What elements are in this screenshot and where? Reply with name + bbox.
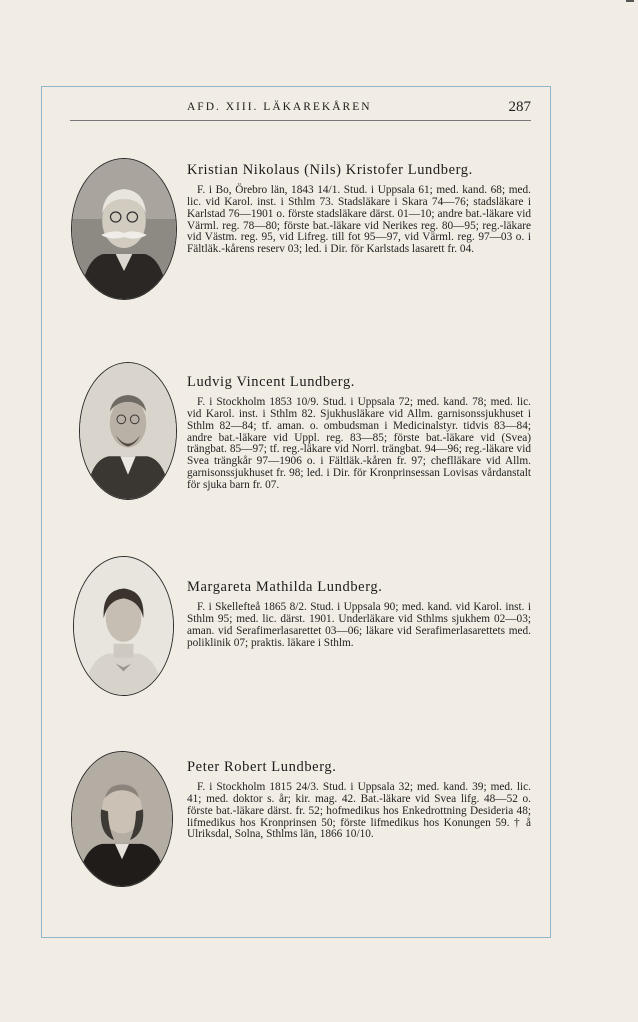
portrait-nils-lundberg bbox=[71, 158, 177, 300]
entry-bio: F. i Stockholm 1815 24/3. Stud. i Uppsala 32; med. kand. 39; med. lic. 41; med. doktor s. år; kir. mag. 42. Bat.-läkare vid Svea lifg. 48—52 o. förste bat.-läkare därst. fr. 52; hofmedikus hos Enkedrottning Desideria 48; lifmedikus hos Kronprinsen 50; förste lifmedikus hos Konungen 59. † å Ulriksdal, Solna, Sthlms län, 1866 10/10. bbox=[187, 781, 531, 841]
portrait-ludvig-lundberg bbox=[79, 362, 177, 500]
entry-name: Margareta Mathilda Lundberg. bbox=[187, 579, 383, 595]
entry-bio: F. i Bo, Örebro län, 1843 14/1. Stud. i Uppsala 61; med. kand. 68; med. lic. vid Karol. inst. i Sthlm 73. Stadsläkare i Skara 74—76; stadsläkare i Karlstad 76—1901 o. förste stadsläkare därst. 01—10; andre bat.-läkare vid Värml. reg. 78—80; förste bat.-läkare vid Nerikes reg. 80—95; reg.-läkare vid Västm. reg. 95, vid Lifreg. till fot 95—97, vid Värml. reg. 97—03 o. i Fältläk.-kårens reserv 03; led. i Dir. för Karlstads lasarett fr. 04. bbox=[187, 184, 531, 256]
entry-peter-lundberg bbox=[187, 759, 531, 841]
entry-bio: F. i Skellefteå 1865 8/2. Stud. i Uppsala 90; med. kand. vid Karol. inst. i Sthlm 95; med. lic. därst. 1901. Underläkare vid Sthlms sjukhem 02—03; aman. vid Serafimerlasarettet 03—06; läkare vid Serafimerlasarettets med. poliklinik 07; praktis. läkare i Sthlm. bbox=[187, 601, 531, 649]
running-header bbox=[70, 99, 531, 119]
header-rule bbox=[70, 120, 531, 121]
entry-margareta-lundberg bbox=[187, 579, 531, 649]
entry-nils-lundberg bbox=[187, 162, 531, 256]
section-title: AFD. XIII. LÄKAREKÅREN bbox=[187, 101, 372, 113]
entry-name: Kristian Nikolaus (Nils) Kristofer Lundberg. bbox=[187, 162, 473, 178]
entry-ludvig-lundberg bbox=[187, 374, 531, 492]
entry-name: Ludvig Vincent Lundberg. bbox=[187, 374, 356, 390]
corner-mark bbox=[626, 0, 634, 2]
page-number: 287 bbox=[508, 99, 531, 115]
entry-name: Peter Robert Lundberg. bbox=[187, 759, 337, 775]
portrait-peter-lundberg bbox=[71, 751, 173, 887]
portrait-margareta-lundberg bbox=[73, 556, 174, 696]
entry-bio: F. i Stockholm 1853 10/9. Stud. i Uppsala 72; med. kand. 78; med. lic. vid Karol. inst. i Sthlm 82. Sjukhusläkare vid Allm. garnisonssjukhuset i Sthlm 82—84; tf. aman. o. ombudsman i Medicinalstyr. tidvis 83—84; andre bat.-läkare vid Uppl. reg. 83—85; förste bat.-läkare vid (Svea) trängbat. 85—97; tf. reg.-läkare vid Norrl. trängbat. 94—96; reg.-läkare vid Svea trängkår 97—1906 o. i Fältläk.-kåren fr. 97; cheflläkare vid Allm. garnisonssjukhuset fr. 98; led. i Dir. för Kronprinsessan Lovisas vårdanstalt för sjuka barn fr. 07. bbox=[187, 396, 531, 491]
